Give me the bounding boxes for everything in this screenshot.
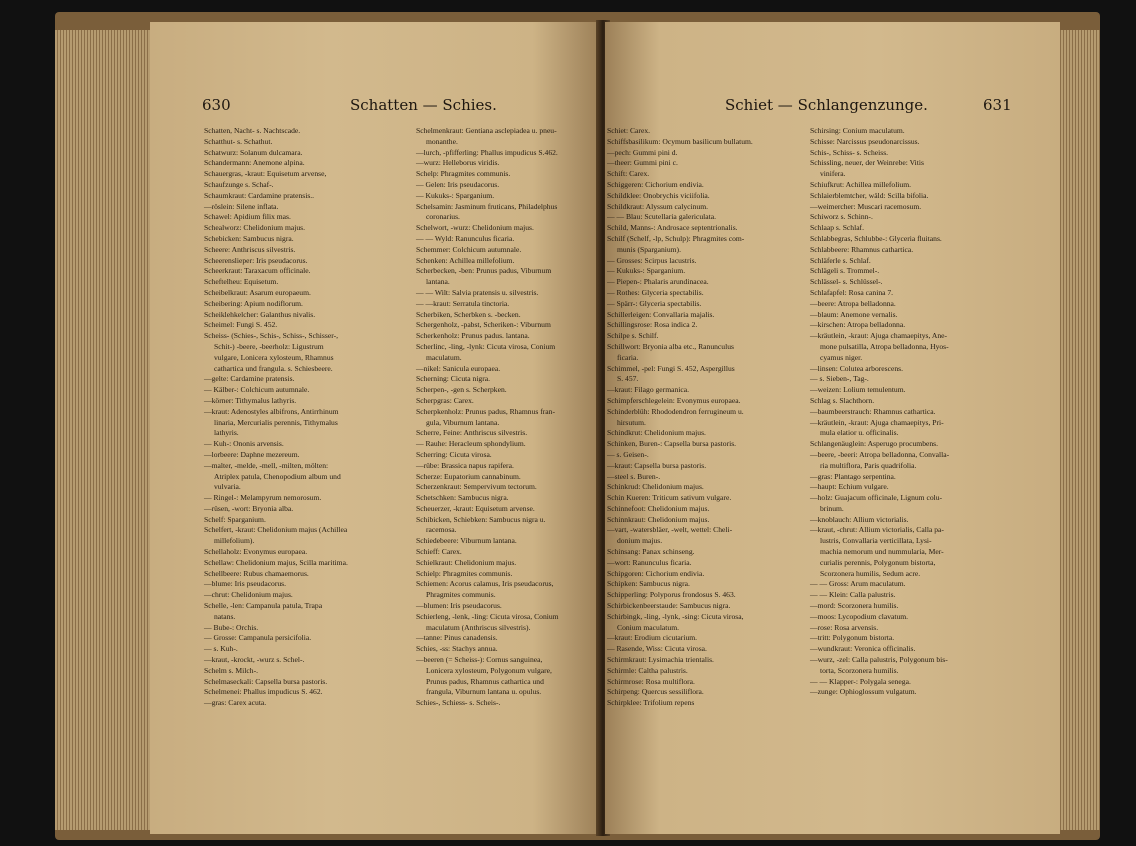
dictionary-entry-line: lathyris. [214,428,239,438]
dictionary-entry-line: Schlabbegras, Schlubbe-: Glyceria fluitans. [810,233,942,243]
dictionary-entry-line: — Rauhe: Heracleum sphondylium. [416,439,526,449]
dictionary-entry-line: torta, Scorzonera humilis. [820,665,899,675]
dictionary-entry-line: Schiggeren: Cichorium endivia. [607,179,704,189]
dictionary-entry-line: — s. Geisen-. [607,449,649,459]
dictionary-entry-line: Scherbiken, Scherbken s. -becken. [416,309,521,319]
dictionary-entry-line: —beere, -beeri: Atropa belladonna, Convalla- [810,449,950,459]
dictionary-entry-line: Schipgoren: Cichorium endivia. [607,568,705,578]
dictionary-entry-line: — s. Kuh-. [204,644,238,654]
dictionary-entry-line: —steel s. Buren-. [607,471,661,481]
left-column-2 [416,126,600,709]
dictionary-entry-line: —wurz: Helleborus viridis. [416,158,500,168]
dictionary-entry-line: —körner: Tithymalus lathyris. [204,395,297,405]
dictionary-entry-line: Scherpen-, -gen s. Scherpken. [416,385,507,395]
dictionary-entry-line: Conium maculatum. [617,622,680,632]
dictionary-entry-line: — — Blau: Scutellaria galericulata. [607,212,717,222]
dictionary-entry-line: — Ringel-: Melampyrum nemorosum. [204,493,322,503]
dictionary-entry-line: — Kukuks-: Sparganium. [416,190,495,200]
dictionary-entry-line: Schlaap s. Schlaf. [810,223,864,233]
dictionary-entry-line: machia nemorum und nummularia, Mer- [820,547,944,557]
dictionary-entry-line: millefolium). [214,536,255,546]
dictionary-entry-line: monanthe. [426,136,458,146]
dictionary-entry-line: Schies-, Schiess- s. Scheis-. [416,698,501,708]
dictionary-entry-line: —wundkraut: Veronica officinalis. [810,644,916,654]
dictionary-entry-line: Schlaierblemtcher, wäld: Scilla bifolia. [810,190,929,200]
dictionary-entry-line: Schenken: Achillea millefolium. [416,255,515,265]
dictionary-entry-line: hirsutum. [617,417,646,427]
dictionary-entry-line: Schiffsbasilikum: Ocymum basilicum bullatum. [607,136,753,146]
dictionary-entry-line: Schelmenkraut: Gentiana asclepiadea u. pneu- [416,126,557,135]
dictionary-entry-line: Schirbingk, -ling, -lynk, -sing: Cicuta virosa, [607,611,744,621]
dictionary-entry-line: Scherze: Eupatorium cannabinum. [416,471,521,481]
dictionary-entry-line: Schatten, Nacht- s. Nachtscade. [204,126,301,135]
dictionary-entry-line: Schelf: Sparganium. [204,514,266,524]
dictionary-entry-line: —weimercher: Muscari racemosum. [810,201,922,211]
dictionary-entry-line: Schiemen: Acorus calamus, Iris pseudacorus, [416,579,554,589]
dictionary-entry-line: Schaumkraut: Cardamine pratensis.. [204,190,315,200]
dictionary-entry-line: Phragmites communis. [426,590,496,600]
dictionary-entry-line: Scherpgras: Carex. [416,395,474,405]
dictionary-entry-line: Schillwort: Bryonia alba etc., Ranunculus [607,341,734,351]
dictionary-entry-line: —kraut: Filago germanica. [607,385,690,395]
dictionary-entry-line: —holz: Guajacum officinale, Lignum colu- [810,493,943,503]
dictionary-entry-line: maculatum. [426,352,462,362]
dictionary-entry-line: brinum. [820,503,844,513]
dictionary-entry-line: Schelwort, -wurz: Chelidonium majus. [416,223,534,233]
dictionary-entry-line: Schillingsrose: Rosa indica 2. [607,320,698,330]
dictionary-entry-line: Prunus padus, Rhamnus cathartica und [426,676,544,686]
dictionary-entry-line: —kirschen: Atropa belladonna. [810,320,906,330]
dictionary-entry-line: munis (Sparganium). [617,244,681,254]
dictionary-entry-line: — Piepen-: Phalaris arundinacea. [607,277,709,287]
dictionary-entry-line: Schandermann: Anemone alpina. [204,158,305,168]
dictionary-entry-line: Scheiss- (Schies-, Schis-, Schiss-, Schisser-, [204,331,338,341]
dictionary-entry-line: —gras: Carex acuta. [204,698,267,708]
dictionary-entry-line: gula, Viburnum lantana. [426,417,500,427]
dictionary-entry-line: — Kälber-: Colchicum autumnale. [204,385,310,395]
dictionary-entry-line: —kräutlein, -kraut: Ajuga chamaepitys, Ane- [810,331,948,341]
dictionary-entry-line: Schirmle: Caltha palustris. [607,665,688,675]
dictionary-entry-line: —kraut: Erodium cicutarium. [607,633,698,643]
dictionary-entry-line: —wort: Ranunculus ficaria. [607,557,692,567]
dictionary-entry-line: —moos: Lycopodium clavatum. [810,611,909,621]
dictionary-entry-line: Scherpkenholz: Prunus padus, Rhamnus fran- [416,406,555,416]
dictionary-entry-line: Schellaholz: Evonymus europaea. [204,547,308,557]
dictionary-entry-line: Schlägeli s. Trommel-. [810,266,880,276]
dictionary-entry-line: Schealworz: Chelidonium majus. [204,223,306,233]
dictionary-entry-line: —lorbeere: Daphne mezereum. [204,449,300,459]
dictionary-entry-line: Schlag s. Slachthorn. [810,395,875,405]
dictionary-entry-line: Schläferle s. Schlaf. [810,255,871,265]
dictionary-entry-line: Schelle, -len: Campanula patula, Trapa [204,601,323,611]
dictionary-entry-line: Schawel: Apidium filix mas. [204,212,291,222]
dictionary-entry-line: Schlangenäuglein: Asperugo procumbens. [810,439,939,449]
dictionary-entry-line: —kraut: Capsella bursa pastoris. [607,460,707,470]
right-page-number: 631 [983,96,1012,114]
dictionary-entry-line: Schatwurz: Solanum dulcamara. [204,147,303,157]
left-page [150,22,600,834]
dictionary-entry-line: Scherbecken, -ben: Prunus padus, Viburnum [416,266,552,276]
right-page-header: Schiet — Schlangenzunge. [725,96,928,114]
dictionary-entry-line: Schiworz s. Schinn-. [810,212,873,222]
dictionary-entry-line: Schirpklee: Trifolium repens [607,698,695,708]
dictionary-entry-line: mone pulsatilla, Atropa belladonna, Hyos- [820,341,949,351]
dictionary-entry-line: Schildkraut: Alyssum calycinum. [607,201,709,211]
dictionary-entry-line: Schildklee: Onobrychis viciifolia. [607,190,710,200]
dictionary-entry-line: Schelsamin: Jasminum fruticans, Philadelphus [416,201,558,211]
dictionary-entry-line: Scheerenslieper: Iris pseudacorus. [204,255,308,265]
dictionary-entry-line: Schlabbeere: Rhamnus cathartica. [810,244,914,254]
dictionary-entry-line: maculatum (Anthriscus silvestris). [426,622,531,632]
dictionary-entry-line: — Spärr-: Glyceria spectabilis. [607,298,702,308]
dictionary-entry-line: — Rothes: Glyceria spectabilis. [607,287,704,297]
dictionary-entry-line: mula elatior u. officinalis. [820,428,899,438]
dictionary-entry-line: Schatthut- s. Schathut. [204,136,273,146]
dictionary-entry-line: — Kukuks-: Sparganium. [607,266,686,276]
dictionary-entry-line: —tritt: Polygonum bistorta. [810,633,895,643]
dictionary-entry-line: curialis perennis, Polygonum bistorta, [820,557,936,567]
dictionary-entry-line: —linsen: Colutea arborescens. [810,363,903,373]
dictionary-entry-line: — Rasende, Wiss: Cicuta virosa. [607,644,707,654]
dictionary-entry-line: vulvaria. [214,482,241,492]
dictionary-entry-line: —kraut, -krockt, -wurz s. Schel-. [204,655,305,665]
dictionary-entry-line: Schirmkraut: Lysimachia trientalis. [607,655,714,665]
dictionary-entry-line: —kraut: Adenostyles albifrons, Antirrhinum [204,406,339,416]
dictionary-entry-line: Schinderblüh: Rhododendron ferrugineum u. [607,406,744,416]
dictionary-entry-line: vinifera. [820,169,846,179]
dictionary-entry-line: —chrut: Chelidonium majus. [204,590,293,600]
dictionary-entry-line: Schinsang: Panax schinseng. [607,547,695,557]
dictionary-entry-line: —rübe: Brassica napus rapifera. [416,460,514,470]
dictionary-entry-line: Scherre, Feine: Anthriscus silvestris. [416,428,528,438]
dictionary-entry-line: lantana. [426,277,450,287]
dictionary-entry-line: — — Klapper-: Polygala senega. [810,676,911,686]
dictionary-entry-line: Schelp: Phragmites communis. [416,169,511,179]
dictionary-entry-line: donium majus. [617,536,663,546]
dictionary-entry-line: ria multiflora, Paris quadrifolia. [820,460,917,470]
dictionary-entry-line: Schipken: Sambucus nigra. [607,579,690,589]
dictionary-entry-line: — — Klein: Calla palustris. [810,590,896,600]
dictionary-entry-line: Schiedebeere: Viburnum lantana. [416,536,517,546]
dictionary-entry-line: — — Gross: Arum maculatum. [810,579,906,589]
dictionary-entry-line: —rüsen, -wort: Bryonia alba. [204,503,294,513]
dictionary-entry-line: —gelte: Cardamine pratensis. [204,374,295,384]
dictionary-entry-line: —gras: Plantago serpentina. [810,471,896,481]
right-page [605,22,1060,834]
right-column-1 [607,126,802,709]
dictionary-entry-line: Schild, Manns-: Androsace septentrionalis. [607,223,738,233]
left-page-number: 630 [202,96,231,114]
left-page-header: Schatten — Schies. [350,96,497,114]
dictionary-entry-line: Schilpe s. Schilf. [607,331,659,341]
dictionary-entry-line: — —kraut: Serratula tinctoria. [416,298,510,308]
dictionary-entry-line: —mord: Scorzonera humilis. [810,601,899,611]
right-column-2 [810,126,1010,698]
dictionary-entry-line: Schindkrut: Chelidonium majus. [607,428,706,438]
dictionary-entry-line: Schiet: Carex. [607,126,651,135]
dictionary-entry-line: S. 457. [617,374,639,384]
dictionary-entry-line: —beeren (= Scheiss-): Cornus sanguinea, [416,655,543,665]
dictionary-entry-line: Scheere: Anthriscus silvestris. [204,244,296,254]
dictionary-entry-line: frangula, Viburnum lantana u. opulus. [426,687,542,697]
dictionary-entry-line: Schirsing: Conium maculatum. [810,126,905,135]
dictionary-entry-line: Scheibering: Apium nodiflorum. [204,298,303,308]
right-page-edges [1058,30,1100,830]
dictionary-entry-line: lustris, Convallaria verticillata, Lysi- [820,536,932,546]
dictionary-entry-line: Schillerleigen: Convallaria majalis. [607,309,715,319]
dictionary-entry-line: Scheibelkraut: Asarum europaeum. [204,287,311,297]
dictionary-entry-line: —lurch, -pfifferling: Phallus impudicus S.462. [416,147,558,157]
dictionary-entry-line: — Grosses: Scirpus lacustris. [607,255,697,265]
dictionary-entry-line: Schlässel- s. Schlüssel-. [810,277,883,287]
dictionary-entry-line: —baumbeerstrauch: Rhamnus cathartica. [810,406,936,416]
dictionary-entry-line: Schaufzunge s. Schaf-. [204,179,274,189]
dictionary-entry-line: Schibicken, Schiebken: Sambucus nigra u. [416,514,546,524]
dictionary-entry-line: Schauergras, -kraut: Equisetum arvense, [204,169,327,179]
dictionary-entry-line: —theer: Gummi pini c. [607,158,678,168]
dictionary-entry-line: Schellbeere: Rubus chamaemorus. [204,568,309,578]
dictionary-entry-line: Schemmer: Colchicum autumnale. [416,244,522,254]
dictionary-entry-line: Scherzenkraut: Sempervivum tectorum. [416,482,537,492]
dictionary-entry-line: Schieff: Carex. [416,547,462,557]
dictionary-entry-line: —beere: Atropa belladonna. [810,298,896,308]
dictionary-entry-line: Scheftelheu: Equisetum. [204,277,279,287]
dictionary-entry-line: Schellaw: Chelidonium majus, Scilla maritima. [204,557,348,567]
dictionary-entry-line: Schielkraut: Chelidonium majus. [416,557,517,567]
dictionary-entry-line: Schlafapfel: Rosa canina 7. [810,287,894,297]
dictionary-entry-line: natans. [214,611,236,621]
dictionary-entry-line: Scherring: Cicuta virosa. [416,449,492,459]
left-column-1 [204,126,404,709]
dictionary-entry-line: —haupt: Echium vulgare. [810,482,889,492]
dictionary-entry-line: —weizen: Lolium temulentum. [810,385,906,395]
dictionary-entry-line: —blume: Iris pseudacorus. [204,579,287,589]
dictionary-entry-line: Schierleng, -lenk, -ling: Cicuta virosa, Conium [416,611,559,621]
dictionary-entry-line: Schebicken: Sambucus nigra. [204,233,294,243]
dictionary-entry-line: Schetschken: Sambucus nigra. [416,493,509,503]
dictionary-entry-line: Scherning: Cicuta nigra. [416,374,491,384]
dictionary-entry-line: racemosa. [426,525,457,535]
dictionary-entry-line: — Kuh-: Ononis arvensis. [204,439,284,449]
dictionary-entry-line: — Bube-: Orchis. [204,622,259,632]
dictionary-entry-line: coronarius. [426,212,460,222]
dictionary-entry-line: Schimpferschlegelein: Evonymus europaea. [607,395,741,405]
dictionary-entry-line: —kräutlein, -kraut: Ajuga chamaepitys, Pri- [810,417,944,427]
dictionary-entry-line: — — Wilt: Salvia pratensis u. silvestris. [416,287,539,297]
dictionary-entry-line: Scheuerzer, -kraut: Equisetum arvense. [416,503,535,513]
dictionary-entry-line: —pech: Gummi pini d. [607,147,678,157]
dictionary-entry-line: —blaum: Anemone vernalis. [810,309,898,319]
dictionary-entry-line: Schipperling: Polyporus frondosus S. 463. [607,590,736,600]
dictionary-entry-line: Schinnkraut: Chelidonium majus. [607,514,710,524]
dictionary-entry-line: Schilf (Schelf, -lp, Schulp): Phragmites com- [607,233,745,243]
dictionary-entry-line: linaria, Mercurialis perennis, Tithymalus [214,417,338,427]
dictionary-entry-line: —knoblauch: Allium victorialis. [810,514,909,524]
dictionary-entry-line: — s. Sieben-, Tag-. [810,374,869,384]
dictionary-entry-line: — Grosse: Campanula persicifolia. [204,633,312,643]
dictionary-entry-line: Scorzonera humilis, Sedum acre. [820,568,921,578]
dictionary-entry-line: Schelfert, -kraut: Chelidonium majus (Achillea [204,525,348,535]
dictionary-entry-line: Scheerkraut: Taraxacum officinale. [204,266,311,276]
dictionary-entry-line: —wurz, -zel: Calla palustris, Polygonum bis- [810,655,948,665]
dictionary-entry-line: Schirbickenbeerstaude: Sambucus nigra. [607,601,731,611]
dictionary-entry-line: Schies, -ss: Stachys annua. [416,644,498,654]
dictionary-entry-line: Lonicera xylosteum, Polygonum vulgare, [426,665,552,675]
dictionary-entry-line: Schit-) -beere, -beerholz: Ligustrum [214,341,324,351]
left-page-edges [55,30,153,830]
dictionary-entry-line: Scherlinc, -ling, -lynk: Cicuta virosa, Conium [416,341,556,351]
dictionary-entry-line: Schin Kueren: Triticum sativum vulgare. [607,493,732,503]
dictionary-entry-line: —kraut, -chrut: Allium victorialis, Calla pa- [810,525,944,535]
dictionary-entry-line: —rose: Rosa arvensis. [810,622,879,632]
dictionary-entry-line: Scheimel: Fungi S. 452. [204,320,278,330]
dictionary-entry-line: Scherkenholz: Prunus padus. lantana. [416,331,530,341]
dictionary-entry-line: Schisse: Narcissus pseudonarcissus. [810,136,920,146]
dictionary-entry-line: Schis-, Schiss- s. Scheiss. [810,147,889,157]
dictionary-entry-line: —tanne: Pinus canadensis. [416,633,498,643]
dictionary-entry-line: —blumen: Iris pseudacorus. [416,601,502,611]
dictionary-entry-line: Schelmaseckali: Capsella bursa pastoris. [204,676,328,686]
dictionary-entry-line: Schissling, neuer, der Weinrebe: Vitis [810,158,924,168]
dictionary-entry-line: —vart, -watersbläer, -welt, wettel: Cheli- [607,525,733,535]
dictionary-entry-line: Schirmrose: Rosa multiflora. [607,676,695,686]
dictionary-entry-line: Schelmenei: Phallus impudicus S. 462. [204,687,323,697]
dictionary-entry-line: cyamus niger. [820,352,863,362]
dictionary-entry-line: —zunge: Ophioglossum vulgatum. [810,687,917,697]
dictionary-entry-line: Schinnefoot: Chelidonium majus. [607,503,710,513]
dictionary-entry-line: Schergenholz, -pabst, Scheriken-: Viburnum [416,320,551,330]
dictionary-entry-line: Schirpeng: Quercus sessiliflora. [607,687,704,697]
dictionary-entry-line: Schielp: Phragmites communis. [416,568,513,578]
dictionary-entry-line: Scheiklehkelcher: Galanthus nivalis. [204,309,316,319]
dictionary-entry-line: Schelm s. Milch-. [204,665,258,675]
dictionary-entry-line: —malter, -melde, -mell, -milten, mölten: [204,460,329,470]
dictionary-entry-line: vulgare, Lonicera xylosteum, Rhamnus [214,352,334,362]
dictionary-entry-line: ficaria. [617,352,639,362]
dictionary-entry-line: Schimmel, -pel: Fungi S. 452, Aspergillus [607,363,735,373]
dictionary-entry-line: —nikel: Sanicula europaea. [416,363,501,373]
dictionary-entry-line: Schiufkrut: Achillea millefolium. [810,179,912,189]
dictionary-entry-line: Schinken, Buren-: Capsella bursa pastoris. [607,439,737,449]
dictionary-entry-line: Schift: Carex. [607,169,650,179]
dictionary-entry-line: cathartica und frangula. s. Schiesbeere. [214,363,333,373]
dictionary-entry-line: — Gelen: Iris pseudacorus. [416,179,500,189]
dictionary-entry-line: — — Wyld: Ranunculus ficaria. [416,233,515,243]
dictionary-entry-line: —röslein: Silene inflata. [204,201,279,211]
dictionary-entry-line: Atriplex patula, Chenopodium album und [214,471,341,481]
dictionary-entry-line: Schinkrud: Chelidonium majus. [607,482,704,492]
